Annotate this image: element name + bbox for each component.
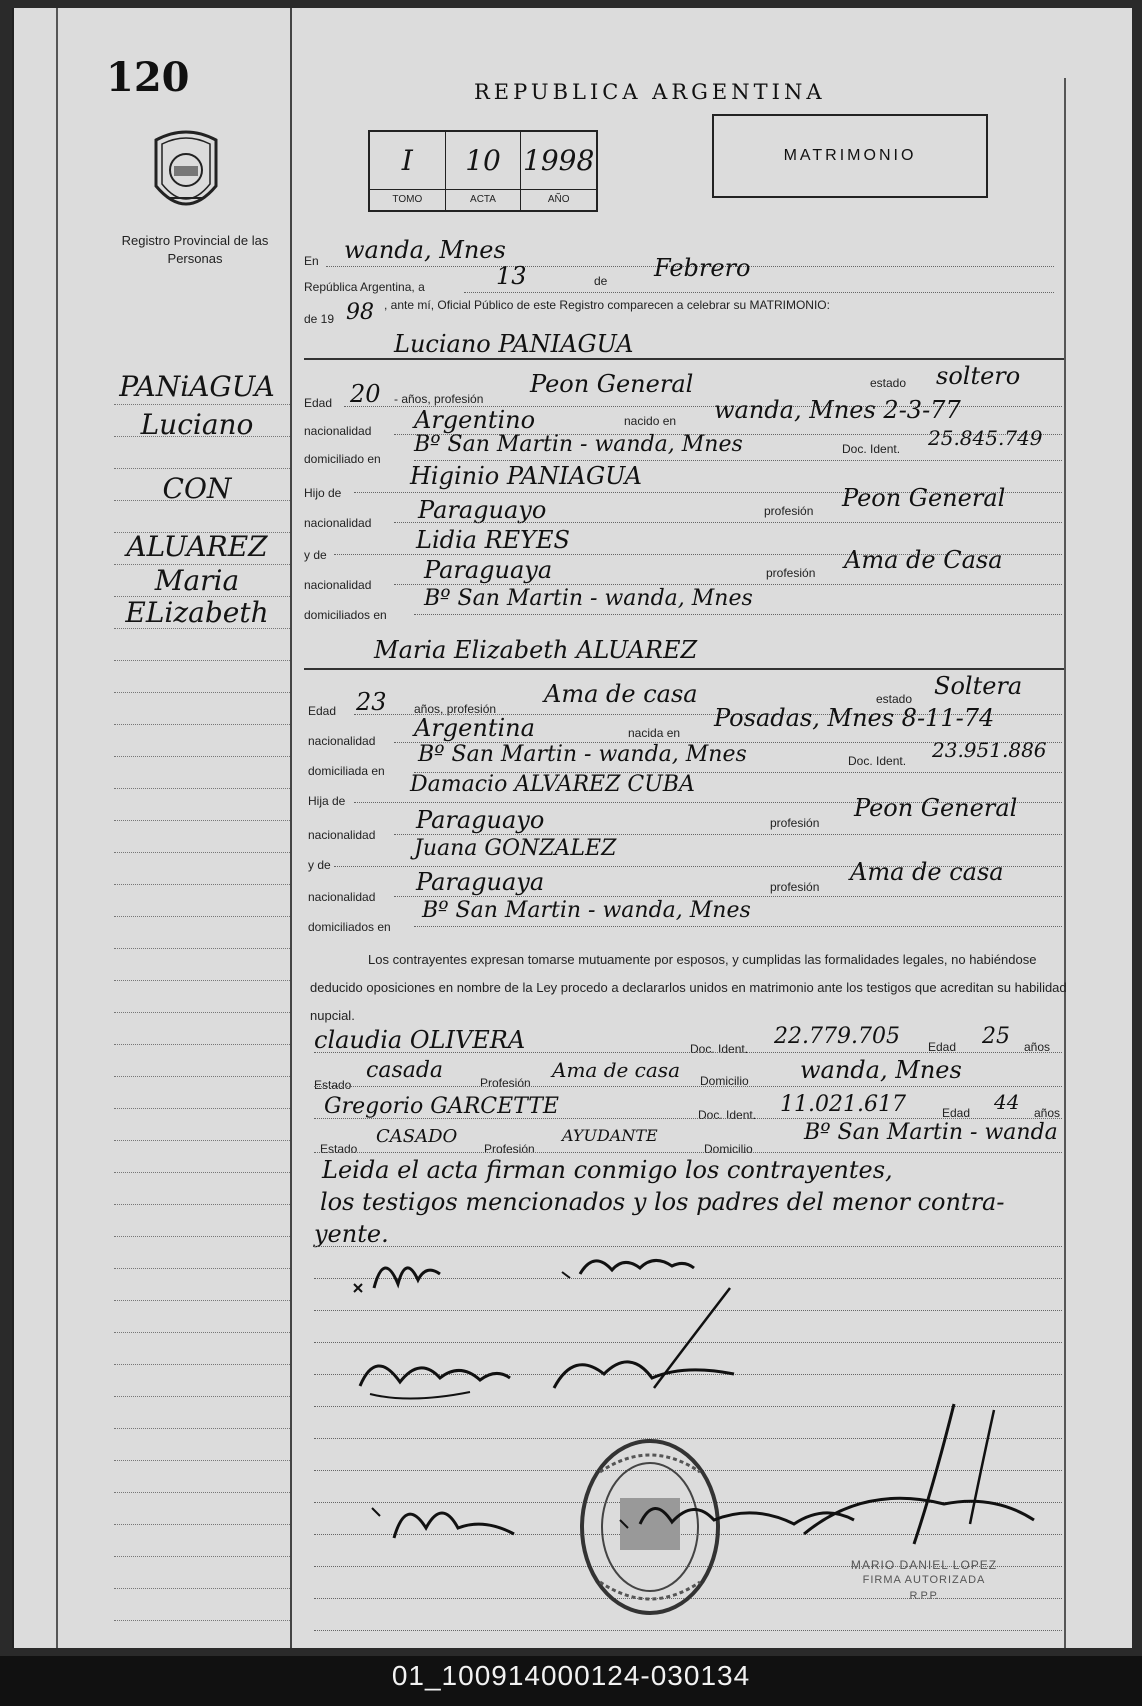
witness1-row1-rule <box>314 1052 1062 1053</box>
witness1-doc: 22.779.705 <box>774 1024 900 1049</box>
record-type: MATRIMONIO <box>783 147 917 164</box>
groom-father-prof: Peon General <box>842 484 1006 512</box>
margin-bride-second: ELizabeth <box>125 596 269 629</box>
margin-rule <box>114 1268 290 1269</box>
margin-rule <box>114 660 290 661</box>
tomo-label: TOMO <box>370 189 445 210</box>
witness1-domicilio-label: Domicilio <box>700 1074 749 1088</box>
margin-bride-first: Maria <box>154 564 240 597</box>
witness2-signature-icon <box>534 1278 764 1418</box>
month-value: Febrero <box>654 254 751 282</box>
bride-domicilio: Bº San Martin - wanda, Mnes <box>418 742 747 767</box>
groom-domicilio: Bº San Martin - wanda, Mnes <box>414 432 743 457</box>
groom-hijo-label: Hijo de <box>304 486 342 500</box>
witness1-row2-rule <box>314 1086 1062 1087</box>
bride-profesion-label: años, profesión <box>414 702 497 716</box>
year-value: 98 <box>346 300 374 325</box>
margin-rule <box>114 1076 290 1077</box>
margin-rule <box>114 1332 290 1333</box>
groom-edad-label: Edad <box>304 396 333 410</box>
margin-rule <box>114 1236 290 1237</box>
margin-rule <box>114 436 290 437</box>
margin-rule <box>114 1396 290 1397</box>
witness-signature-icon <box>350 1338 520 1418</box>
groom-nac-label: nacionalidad <box>304 424 372 438</box>
bride-row5-rule <box>394 834 1062 835</box>
bride-father-prof-label: profesión <box>770 816 820 830</box>
margin-rule <box>114 1492 290 1493</box>
groom-edad: 20 <box>350 380 381 408</box>
witness2-name: Gregorio GARCETTE <box>324 1094 559 1119</box>
folio-number: 120 <box>106 54 190 101</box>
declaration-text: Los contrayentes expresan tomarse mutuamente por esposos, y cumplidas las formalidades legales, no habiéndose deducido oposiciones en nombre de la Ley procedo a declararlos unidos en matrimonio ante los testigos que acreditan su habilidad nupcial. <box>310 952 1067 1023</box>
bride-mother-nac-label: nacionalidad <box>308 890 376 904</box>
ano-value: 1998 <box>523 144 595 177</box>
groom-profesion-label: - años, profesión <box>394 392 484 406</box>
margin-rule <box>114 788 290 789</box>
date-rule <box>464 292 1054 293</box>
margin-rule <box>114 1460 290 1461</box>
bride-father-nac-label: nacionalidad <box>308 828 376 842</box>
margin-rule <box>114 1556 290 1557</box>
groom-nacido-en: wanda, Mnes 2-3-77 <box>714 396 961 424</box>
groom-father-nac: Paraguayo <box>418 496 547 524</box>
witness1-edad: 25 <box>982 1024 1010 1049</box>
groom-parents-dom: Bº San Martin - wanda, Mnes <box>424 586 753 611</box>
witness2-domicilio: Bº San Martin - wanda <box>804 1120 1058 1145</box>
groom-signature-icon <box>344 1244 464 1304</box>
bride-profesion: Ama de casa <box>544 680 698 708</box>
year-prefix: de 19 <box>304 312 335 326</box>
en-label: En <box>304 254 319 268</box>
margin-rule <box>114 692 290 693</box>
bride-father: Damacio ALVAREZ CUBA <box>410 772 695 797</box>
witness1-estado-label: Estado <box>314 1078 352 1092</box>
bride-mother-prof-label: profesión <box>770 880 820 894</box>
witness2-estado: CASADO <box>376 1126 458 1147</box>
groom-row3-rule <box>414 460 1062 461</box>
margin-rule <box>114 1140 290 1141</box>
margin-rule <box>114 756 290 757</box>
witness2-estado-label: Estado <box>320 1142 358 1156</box>
bride-dom-label: domiciliada en <box>308 764 385 778</box>
body-rule <box>314 1630 1062 1631</box>
groom-row8-rule <box>414 614 1062 615</box>
witness1-edad-label: Edad <box>928 1040 957 1054</box>
margin-rule <box>114 596 290 597</box>
margin-rule <box>114 1364 290 1365</box>
margin-rule <box>114 532 290 533</box>
bride-nacionalidad: Argentina <box>414 714 535 742</box>
binding-rule <box>56 8 58 1648</box>
margin-rule <box>114 884 290 885</box>
tomo-cell <box>370 132 446 210</box>
witness1-profesion: Ama de casa <box>552 1058 680 1082</box>
bride-nacida-label: nacida en <box>628 726 681 740</box>
bride-doc: 23.951.886 <box>932 738 1047 762</box>
groom-mother-nac-label: nacionalidad <box>304 578 372 592</box>
bride-name-rule <box>304 668 1064 670</box>
parent-signature-icon <box>364 1478 564 1558</box>
bride-nacida-en: Posadas, Mnes 8-11-74 <box>714 704 995 732</box>
bride-parents-dom-label: domiciliados en <box>308 920 391 934</box>
margin-rule <box>114 1428 290 1429</box>
groom-nacido-label: nacido en <box>624 414 677 428</box>
bride-name: Maria Elizabeth ALUAREZ <box>374 636 698 664</box>
bride-hija-label: Hija de <box>308 794 346 808</box>
groom-mother-prof: Ama de Casa <box>844 546 1003 574</box>
margin-rule <box>114 980 290 981</box>
margin-rule <box>114 564 290 565</box>
provincial-crest-icon <box>144 126 228 222</box>
margin-rule <box>114 628 290 629</box>
groom-parents-dom-label: domiciliados en <box>304 608 387 622</box>
closing-line2: los testigos mencionados y los padres del menor contra- <box>320 1188 1005 1216</box>
tomo-value: I <box>401 144 413 177</box>
document-page <box>12 8 1132 1648</box>
groom-name: Luciano PANIAGUA <box>394 330 634 358</box>
bride-estado: Soltera <box>934 672 1023 700</box>
de-label: de <box>594 274 608 288</box>
margin-divider <box>290 8 292 1648</box>
bride-yde-label: y de <box>308 858 331 872</box>
margin-rule <box>114 404 290 405</box>
margin-rule <box>114 820 290 821</box>
witness2-domicilio-label: Domicilio <box>704 1142 753 1156</box>
ano-label: AÑO <box>521 189 596 210</box>
witness2-anos-label: años <box>1034 1106 1061 1120</box>
bride-mother-prof: Ama de casa <box>850 858 1004 886</box>
groom-estado: soltero <box>936 362 1021 390</box>
groom-doc: 25.845.749 <box>928 426 1043 450</box>
margin-rule <box>114 1012 290 1013</box>
witness2-profesion: AYUDANTE <box>562 1126 658 1145</box>
bride-doc-label: Doc. Ident. <box>848 754 907 768</box>
margin-bride-surname: ALUAREZ <box>126 530 268 563</box>
record-box <box>368 130 598 212</box>
witness1-anos-label: años <box>1024 1040 1051 1054</box>
closing-line3: yente. <box>314 1220 389 1248</box>
margin-rule <box>114 1588 290 1589</box>
bride-father-prof: Peon General <box>854 794 1018 822</box>
groom-row5-rule <box>394 522 1062 523</box>
bride-edad: 23 <box>356 688 387 716</box>
document-title: REPUBLICA ARGENTINA <box>474 80 826 104</box>
margin-firstname: Luciano <box>140 408 254 441</box>
margin-surname: PANiAGUA <box>119 370 275 403</box>
witness2-profesion-label: Profesión <box>484 1142 535 1156</box>
margin-rule <box>114 916 290 917</box>
groom-nacionalidad: Argentino <box>414 406 536 434</box>
margin-rule <box>114 948 290 949</box>
groom-dom-label: domiciliado en <box>304 452 381 466</box>
bride-parents-dom: Bº San Martin - wanda, Mnes <box>422 898 751 923</box>
witness1-profesion-label: Profesión <box>480 1076 531 1090</box>
closing-line1: Leida el acta firman conmigo los contrayentes, <box>322 1156 893 1184</box>
groom-mother-prof-label: profesión <box>766 566 816 580</box>
margin-con: CON <box>162 472 232 505</box>
bride-row8-rule <box>414 926 1062 927</box>
bride-father-nac: Paraguayo <box>416 806 545 834</box>
bride-mother-nac: Paraguaya <box>416 868 545 896</box>
margin-rule <box>114 724 290 725</box>
registry-name: Registro Provincial de las Personas <box>121 233 269 266</box>
day-value: 13 <box>496 262 527 290</box>
official-org: R.P.P. <box>909 1590 939 1602</box>
right-border <box>1064 78 1066 1648</box>
witness2-row2-rule <box>314 1152 1062 1153</box>
groom-estado-label: estado <box>870 376 907 390</box>
margin-rule <box>114 1172 290 1173</box>
republica-label: República Argentina, a <box>304 280 425 294</box>
groom-mother-nac: Paraguaya <box>424 556 553 584</box>
witness2-row1-rule <box>314 1118 1062 1119</box>
groom-row7-rule <box>394 584 1062 585</box>
margin-rule <box>114 1204 290 1205</box>
groom-father: Higinio PANIAGUA <box>410 462 642 490</box>
margin-rule <box>114 1044 290 1045</box>
witness1-estado: casada <box>366 1058 444 1083</box>
witness1-doc-label: Doc. Ident. <box>690 1042 749 1056</box>
witness1-domicilio: wanda, Mnes <box>800 1056 962 1084</box>
groom-yde-label: y de <box>304 548 327 562</box>
record-type-box <box>712 114 988 198</box>
groom-profesion: Peon General <box>530 370 694 398</box>
groom-father-nac-label: nacionalidad <box>304 516 372 530</box>
official-name: MARIO DANIEL LOPEZ <box>850 1558 998 1572</box>
scan-id: 01_100914000124-030134 <box>391 1660 751 1691</box>
witness2-edad: 44 <box>994 1090 1020 1114</box>
acta-label: ACTA <box>446 189 521 210</box>
margin-rule <box>114 500 290 501</box>
bride-edad-label: Edad <box>308 704 337 718</box>
official-role: FIRMA AUTORIZADA <box>862 1574 986 1586</box>
margin-rule <box>114 852 290 853</box>
bride-nac-label: nacionalidad <box>308 734 376 748</box>
margin-rule <box>114 1300 290 1301</box>
margin-rule <box>114 1524 290 1525</box>
statement-text: , ante mí, Oficial Público de este Registro comparecen a celebrar su MATRIMONIO: <box>384 298 830 312</box>
bride-mother: Juana GONZALEZ <box>414 836 617 861</box>
acta-cell <box>446 132 522 210</box>
bride-estado-label: estado <box>876 692 913 706</box>
bride-row7-rule <box>394 896 1062 897</box>
margin-rule <box>114 1108 290 1109</box>
witness2-edad-label: Edad <box>942 1106 971 1120</box>
witness1-name: claudia OLIVERA <box>314 1026 526 1054</box>
place-value: wanda, Mnes <box>344 236 506 264</box>
official-signature-icon <box>784 1394 1054 1574</box>
groom-mother: Lidia REYES <box>416 526 570 554</box>
witness2-doc-label: Doc. Ident. <box>698 1108 757 1122</box>
witness2-doc: 11.021.617 <box>780 1092 906 1117</box>
ano-cell <box>521 132 596 210</box>
groom-name-rule <box>304 358 1064 360</box>
margin-rule <box>114 468 290 469</box>
acta-value: 10 <box>465 144 501 177</box>
groom-father-prof-label: profesión <box>764 504 814 518</box>
groom-doc-label: Doc. Ident. <box>842 442 901 456</box>
margin-rule <box>114 1620 290 1621</box>
